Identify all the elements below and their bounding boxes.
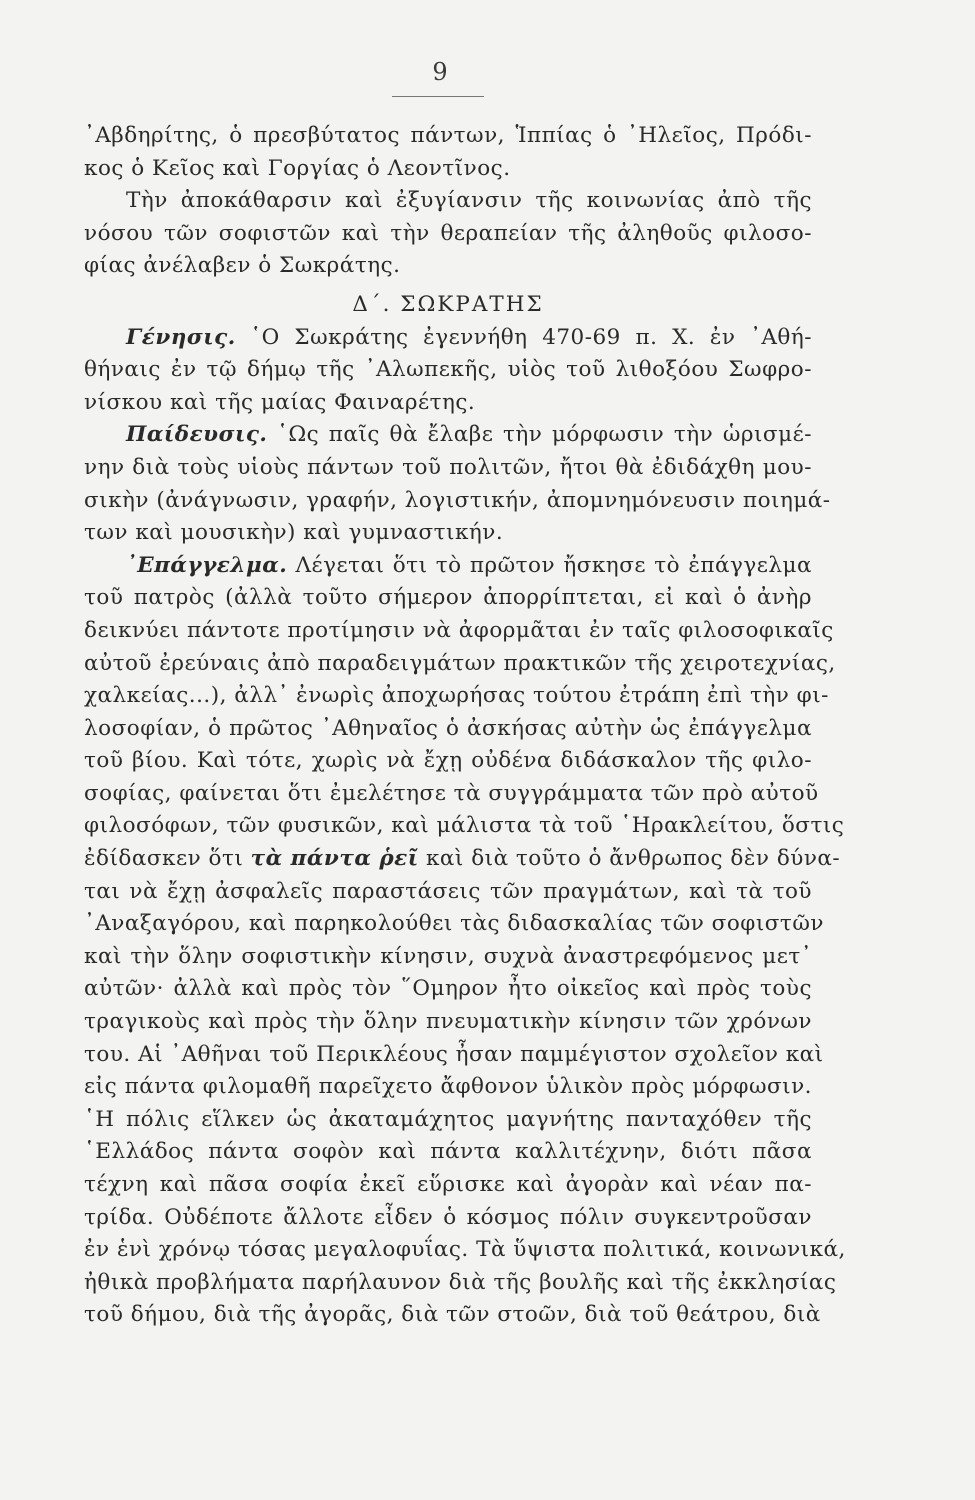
page-body [84,120,846,1332]
text-span: ἐδίδασκεν ὅτι [84,846,244,872]
text-line: δεικνύει πάντοτε προτίμησιν νὰ ἀφορμᾶται ἐν ταῖς φιλοσοφικαῖς [84,617,834,643]
text-line [84,843,841,876]
text-line: θήναις ἐν τῷ δήμῳ τῆς ᾿Αλωπεκῆς, υἱὸς τοῦ λιθοξόου Σωφρο- [84,357,812,383]
text-line: αὐτῶν· ἀλλὰ καὶ πρὸς τὸν ῞Ομηρον ἦτο οἰκεῖος καὶ πρὸς τοὺς [84,976,812,1002]
page-number-rule [392,96,484,97]
text-line: ᾿Αβδηρίτης, ὁ πρεσβύτατος πάντων, Ἱππίας ὁ ᾿Ηλεῖος, Πρόδι- [84,123,812,148]
text-line [84,550,812,583]
text-line: των καὶ μουσικὴν) καὶ γυμναστικήν. [84,520,504,546]
text-line: φιλοσόφων, τῶν φυσικῶν, καὶ μάλιστα τὰ τοῦ ῾Ηρακλείτου, ὅστις [84,813,845,839]
text-line: τέχνη καὶ πᾶσα σοφία ἐκεῖ εὕρισκε καὶ ἀγορὰν καὶ νέαν πα- [84,1172,812,1197]
text-line: ἠθικὰ προβλήματα παρήλαυνον διὰ τῆς βουλῆς καὶ τῆς ἐκκλησίας [84,1269,837,1295]
text-line: σικὴν (ἀνάγνωσιν, γραφήν, λογιστικήν, ἀπομνημόνευσιν ποιημά- [84,487,831,513]
text-line: ἐν ἑνὶ χρόνῳ τόσας μεγαλοφυΐας. Τὰ ὕψιστα πολιτικά, κοινωνικά, [84,1237,846,1263]
text-line: Τὴν ἀποκάθαρσιν καὶ ἐξυγίανσιν τῆς κοινωνίας ἀπὸ τῆς [126,188,812,214]
text-span: καὶ διὰ τοῦτο ὁ ἄνθρωπος δὲν δύνα- [425,846,841,872]
text-line: φίας ἀνέλαβεν ὁ Σωκράτης. [84,253,401,279]
text-line: του. Αἱ ᾿Αθῆναι τοῦ Περικλέους ἦσαν παμμέγιστον σχολεῖον καὶ [84,1041,824,1067]
text-span: Λέγεται ὅτι τὸ πρῶτον ἤσκησε τὸ ἐπάγγελμα [295,552,812,578]
text-line: κος ὁ Κεῖος καὶ Γοργίας ὁ Λεοντῖνος. [84,155,511,181]
text-line: τοῦ βίου. Καὶ τότε, χωρὶς νὰ ἔχῃ οὐδένα διδάσκαλον τῆς φιλο- [84,748,812,774]
text-line: νίσκου καὶ τῆς μαίας Φαιναρέτης. [84,389,476,415]
subheading-genesis: Γένησις. [126,324,236,350]
text-line: σοφίας, φαίνεται ὅτι ἐμελέτησε τὰ συγγράμματα τῶν πρὸ αὐτοῦ [84,780,819,806]
emphasis-ta-panta-rei: τὰ πάντα ῥεῖ [250,846,419,872]
text-span: ῾Ως παῖς θὰ ἔλαβε τὴν μόρφωσιν τὴν ὡρισμέ- [277,422,812,448]
page-number: 9 [432,58,448,86]
text-line: τραγικοὺς καὶ πρὸς τὴν ὅλην πνευματικὴν κίνησιν τῶν χρόνων [84,1009,812,1035]
text-line: χαλκείας...), ἀλλ᾿ ἐνωρὶς ἀποχωρήσας τούτου ἐτράπη ἐπὶ τὴν φι- [84,683,829,709]
text-line: καὶ τὴν ὅλην σοφιστικὴν κίνησιν, συχνὰ ἀναστρεφόμενος μετ᾿ [84,943,812,969]
text-line: νόσου τῶν σοφιστῶν καὶ τὴν θεραπείαν τῆς ἀληθοῦς φιλοσο- [84,220,812,246]
text-line: αὐτοῦ ἐρεύναις ἀπὸ παραδειγμάτων πρακτικῶν τῆς χειροτεχνίας, [84,650,836,676]
text-span: ῾Ο Σωκράτης ἐγεννήθη 470-69 π. Χ. ἐν ᾿Αθή- [250,324,812,350]
text-line: τοῦ πατρὸς (ἀλλὰ τοῦτο σήμερον ἀπορρίπτεται, εἰ καὶ ὁ ἀνὴρ [84,585,812,611]
text-line: ῾Η πόλις εἵλκεν ὡς ἀκαταμάχητος μαγνήτης πανταχόθεν τῆς [84,1106,812,1132]
text-line: ται νὰ ἔχῃ ἀσφαλεῖς παραστάσεις τῶν πραγμάτων, καὶ τὰ τοῦ [84,878,812,904]
text-line: ᾿Αναξαγόρου, καὶ παρηκολούθει τὰς διδασκαλίας τῶν σοφιστῶν [84,911,824,937]
text-line: νην διὰ τοὺς υἱοὺς πάντων τοῦ πολιτῶν, ἤτοι θὰ ἐδιδάχθη μου- [84,454,812,480]
text-line [84,419,812,452]
text-line [84,322,812,355]
section-heading: Δ΄. ΣΩΚΡΑΤΗΣ [352,291,544,317]
text-line: τοῦ δήμου, διὰ τῆς ἀγορᾶς, διὰ τῶν στοῶν, διὰ τοῦ θεάτρου, διὰ [84,1302,821,1328]
text-line: ῾Ελλάδος πάντα σοφὸν καὶ πάντα καλλιτέχνην, διότι πᾶσα [84,1139,812,1165]
subheading-epaggelma: ᾿Επάγγελμα. [126,552,288,578]
text-line: τρίδα. Οὐδέποτε ἄλλοτε εἶδεν ὁ κόσμος πόλιν συγκεντροῦσαν [84,1204,812,1230]
subheading-paideusis: Παίδευσις. [126,422,268,448]
text-line: λοσοφίαν, ὁ πρῶτος ᾿Αθηναῖος ὁ ἀσκήσας αὐτὴν ὡς ἐπάγγελμα [84,715,812,741]
text-line: εἰς πάντα φιλομαθῆ παρεῖχετο ἄφθονον ὑλικὸν πρὸς μόρφωσιν. [84,1074,812,1100]
